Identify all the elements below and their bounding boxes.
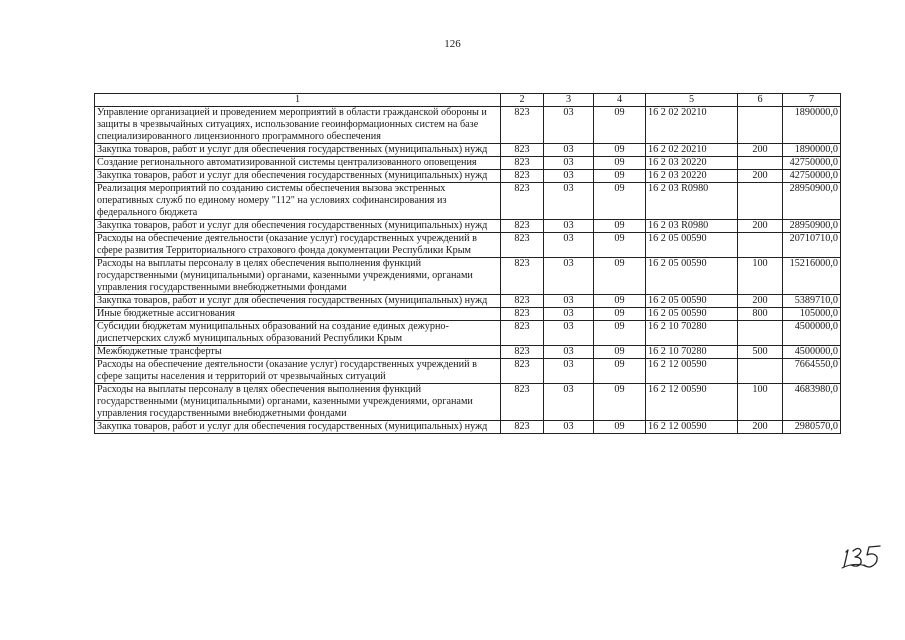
ministry-code: 823 — [501, 107, 544, 144]
section-code: 03 — [544, 295, 594, 308]
subsection-code: 09 — [594, 107, 646, 144]
expense-type-code — [738, 233, 783, 258]
subsection-code: 09 — [594, 258, 646, 295]
ministry-code: 823 — [501, 170, 544, 183]
table-row — [95, 346, 841, 359]
expense-type-code — [738, 359, 783, 384]
amount: 1890000,0 — [783, 107, 841, 144]
row-description: Закупка товаров, работ и услуг для обеспечения государственных (муниципальных) нужд — [95, 144, 501, 157]
table-row — [95, 258, 841, 295]
target-article-code: 16 2 03 R0980 — [646, 183, 738, 220]
expense-type-code: 100 — [738, 384, 783, 421]
ministry-code: 823 — [501, 421, 544, 434]
expense-type-code: 200 — [738, 170, 783, 183]
amount: 4500000,0 — [783, 346, 841, 359]
ministry-code: 823 — [501, 258, 544, 295]
ministry-code: 823 — [501, 157, 544, 170]
row-description: Расходы на обеспечение деятельности (оказание услуг) государственных учреждений в сфере защиты населения и территорий от чрезвычайных ситуаций — [95, 359, 501, 384]
target-article-code: 16 2 05 00590 — [646, 308, 738, 321]
subsection-code: 09 — [594, 295, 646, 308]
column-header: 1 — [95, 94, 501, 107]
expense-type-code — [738, 107, 783, 144]
row-description: Межбюджетные трансферты — [95, 346, 501, 359]
amount: 2980570,0 — [783, 421, 841, 434]
section-code: 03 — [544, 183, 594, 220]
table-row — [95, 308, 841, 321]
table-row — [95, 321, 841, 346]
amount: 7664550,0 — [783, 359, 841, 384]
section-code: 03 — [544, 157, 594, 170]
table-row — [95, 183, 841, 220]
amount: 1890000,0 — [783, 144, 841, 157]
header-row — [95, 94, 841, 107]
table-row — [95, 157, 841, 170]
section-code: 03 — [544, 258, 594, 295]
subsection-code: 09 — [594, 384, 646, 421]
amount: 42750000,0 — [783, 170, 841, 183]
section-code: 03 — [544, 170, 594, 183]
expense-type-code: 200 — [738, 421, 783, 434]
target-article-code: 16 2 03 20220 — [646, 157, 738, 170]
table-row — [95, 144, 841, 157]
target-article-code: 16 2 03 R0980 — [646, 220, 738, 233]
ministry-code: 823 — [501, 359, 544, 384]
table-row — [95, 233, 841, 258]
row-description: Реализация мероприятий по созданию системы обеспечения вызова экстренных оперативных служб по единому номеру "112" на условиях софинансирования из федерального бюджета — [95, 183, 501, 220]
row-description: Закупка товаров, работ и услуг для обеспечения государственных (муниципальных) нужд — [95, 220, 501, 233]
table-row — [95, 421, 841, 434]
row-description: Иные бюджетные ассигнования — [95, 308, 501, 321]
column-header: 5 — [646, 94, 738, 107]
subsection-code: 09 — [594, 157, 646, 170]
section-code: 03 — [544, 233, 594, 258]
subsection-code: 09 — [594, 359, 646, 384]
subsection-code: 09 — [594, 183, 646, 220]
amount: 5389710,0 — [783, 295, 841, 308]
expense-type-code: 200 — [738, 144, 783, 157]
target-article-code: 16 2 05 00590 — [646, 233, 738, 258]
target-article-code: 16 2 12 00590 — [646, 384, 738, 421]
row-description: Субсидии бюджетам муниципальных образований на создание единых дежурно-диспетчерских служб муниципальных образований Республики Крым — [95, 321, 501, 346]
subsection-code: 09 — [594, 346, 646, 359]
expense-type-code: 500 — [738, 346, 783, 359]
column-header: 3 — [544, 94, 594, 107]
expense-type-code — [738, 183, 783, 220]
section-code: 03 — [544, 359, 594, 384]
section-code: 03 — [544, 321, 594, 346]
target-article-code: 16 2 02 20210 — [646, 107, 738, 144]
amount: 15216000,0 — [783, 258, 841, 295]
budget-table — [94, 93, 841, 434]
amount: 20710710,0 — [783, 233, 841, 258]
target-article-code: 16 2 05 00590 — [646, 295, 738, 308]
table-row — [95, 107, 841, 144]
ministry-code: 823 — [501, 233, 544, 258]
section-code: 03 — [544, 346, 594, 359]
table-row — [95, 359, 841, 384]
section-code: 03 — [544, 308, 594, 321]
target-article-code: 16 2 10 70280 — [646, 346, 738, 359]
amount: 4500000,0 — [783, 321, 841, 346]
target-article-code: 16 2 03 20220 — [646, 170, 738, 183]
amount: 105000,0 — [783, 308, 841, 321]
row-description: Расходы на обеспечение деятельности (оказание услуг) государственных учреждений в сфере развития Территориального страхового фонда документации Республики Крым — [95, 233, 501, 258]
subsection-code: 09 — [594, 308, 646, 321]
amount: 28950900,0 — [783, 220, 841, 233]
subsection-code: 09 — [594, 144, 646, 157]
expense-type-code: 100 — [738, 258, 783, 295]
row-description: Закупка товаров, работ и услуг для обеспечения государственных (муниципальных) нужд — [95, 421, 501, 434]
target-article-code: 16 2 12 00590 — [646, 359, 738, 384]
section-code: 03 — [544, 384, 594, 421]
ministry-code: 823 — [501, 144, 544, 157]
expense-type-code — [738, 157, 783, 170]
column-header: 7 — [783, 94, 841, 107]
ministry-code: 823 — [501, 346, 544, 359]
ministry-code: 823 — [501, 321, 544, 346]
expense-type-code — [738, 321, 783, 346]
target-article-code: 16 2 05 00590 — [646, 258, 738, 295]
target-article-code: 16 2 02 20210 — [646, 144, 738, 157]
subsection-code: 09 — [594, 170, 646, 183]
row-description: Создание регионального автоматизированной системы централизованного оповещения — [95, 157, 501, 170]
row-description: Управление организацией и проведением мероприятий в области гражданской обороны и защиты в чрезвычайных ситуациях, использование геоинформационных систем на базе специализированного лицензионного программного обеспечения — [95, 107, 501, 144]
row-description: Расходы на выплаты персоналу в целях обеспечения выполнения функций государственными (муниципальными) органами, казенными учреждениями, органами управления государственными внебюджетными фондами — [95, 384, 501, 421]
table-row — [95, 384, 841, 421]
expense-type-code: 200 — [738, 295, 783, 308]
table-row — [95, 220, 841, 233]
expense-type-code: 800 — [738, 308, 783, 321]
ministry-code: 823 — [501, 220, 544, 233]
subsection-code: 09 — [594, 421, 646, 434]
ministry-code: 823 — [501, 295, 544, 308]
column-header: 2 — [501, 94, 544, 107]
section-code: 03 — [544, 144, 594, 157]
ministry-code: 823 — [501, 183, 544, 220]
target-article-code: 16 2 12 00590 — [646, 421, 738, 434]
ministry-code: 823 — [501, 384, 544, 421]
section-code: 03 — [544, 107, 594, 144]
subsection-code: 09 — [594, 321, 646, 346]
amount: 4683980,0 — [783, 384, 841, 421]
row-description: Закупка товаров, работ и услуг для обеспечения государственных (муниципальных) нужд — [95, 295, 501, 308]
ministry-code: 823 — [501, 308, 544, 321]
section-code: 03 — [544, 421, 594, 434]
column-header: 4 — [594, 94, 646, 107]
row-description: Расходы на выплаты персоналу в целях обеспечения выполнения функций государственными (муниципальными) органами, казенными учреждениями, органами управления государственными внебюджетными фондами — [95, 258, 501, 295]
page-number: 126 — [444, 38, 461, 50]
target-article-code: 16 2 10 70280 — [646, 321, 738, 346]
row-description: Закупка товаров, работ и услуг для обеспечения государственных (муниципальных) нужд — [95, 170, 501, 183]
expense-type-code: 200 — [738, 220, 783, 233]
amount: 28950900,0 — [783, 183, 841, 220]
column-header: 6 — [738, 94, 783, 107]
handwritten-page-mark — [840, 540, 886, 570]
subsection-code: 09 — [594, 233, 646, 258]
table-row — [95, 170, 841, 183]
subsection-code: 09 — [594, 220, 646, 233]
section-code: 03 — [544, 220, 594, 233]
amount: 42750000,0 — [783, 157, 841, 170]
table-row — [95, 295, 841, 308]
